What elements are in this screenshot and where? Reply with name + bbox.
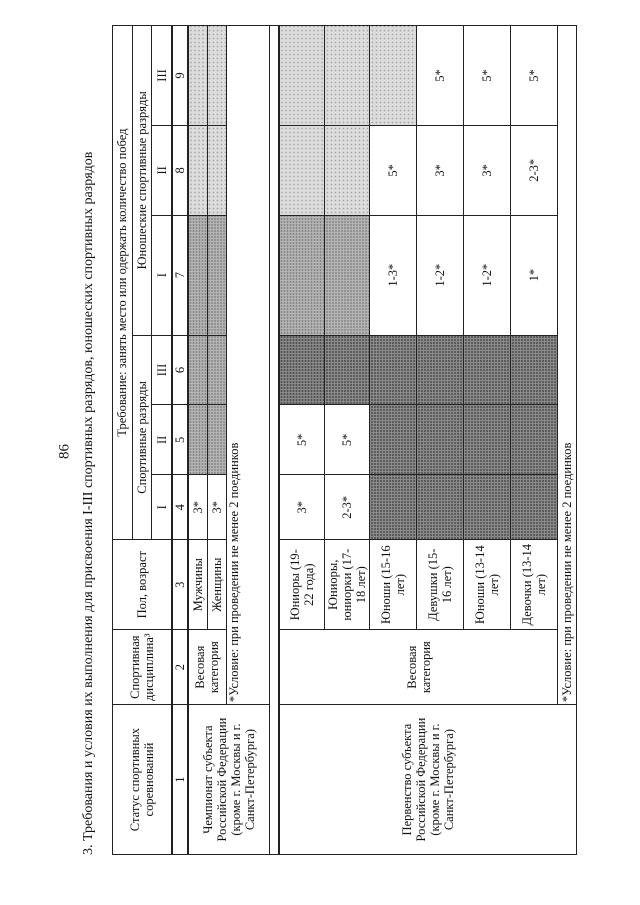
rank-ii-cell: 5* <box>279 405 325 475</box>
header-youth-i: I <box>152 215 172 335</box>
rotated-page <box>80 25 640 855</box>
shaded-cell <box>188 125 207 215</box>
shaded-cell <box>370 26 417 126</box>
championship-status: Чемпионат субъекта Российской Федерации (кроме г. Москвы и г. Санкт-Петербурга) <box>188 705 270 855</box>
shaded-cell <box>325 125 370 215</box>
column-number: 5 <box>172 405 188 475</box>
rank-i-cell: 3* <box>279 475 325 540</box>
shaded-cell <box>207 215 226 335</box>
header-rank-i: I <box>152 475 172 540</box>
championship-note: *Условие: при проведении не менее 2 поединков <box>226 26 269 705</box>
youth-ii-cell: 5* <box>370 125 417 215</box>
rank-ii-cell: 5* <box>325 405 370 475</box>
youth-i-cell: 1-2* <box>417 215 464 335</box>
group-cell: Юноши (15-16 лет) <box>370 540 417 630</box>
header-rank-iii: III <box>152 335 172 405</box>
spacer-row <box>270 26 280 855</box>
shaded-cell <box>325 26 370 126</box>
shaded-cell <box>188 405 207 475</box>
shaded-cell <box>325 215 370 335</box>
header-youth-ranks: Юношеские спортивные разряды <box>132 26 152 336</box>
ranks-table <box>112 25 577 855</box>
header-youth-iii: III <box>152 26 172 126</box>
first-place-discipline: Весовая категория <box>279 630 558 705</box>
column-number: 4 <box>172 475 188 540</box>
shaded-cell <box>188 26 207 126</box>
header-rank-ii: II <box>152 405 172 475</box>
shaded-cell <box>417 475 464 540</box>
group-cell: Женщины <box>207 540 226 630</box>
youth-ii-cell: 3* <box>464 125 511 215</box>
header-discipline: Спортивная дисциплина³ <box>113 630 173 705</box>
shaded-cell <box>207 335 226 405</box>
group-cell: Юниоры (19-22 года) <box>279 540 325 630</box>
shaded-cell <box>511 405 558 475</box>
youth-i-cell: 1-2* <box>464 215 511 335</box>
shaded-cell <box>188 215 207 335</box>
spacer <box>270 26 280 855</box>
youth-ii-cell: 3* <box>417 125 464 215</box>
group-cell: Девочки (13-14 лет) <box>511 540 558 630</box>
shaded-cell <box>464 405 511 475</box>
rank-i-cell: 3* <box>207 475 226 540</box>
column-number: 3 <box>172 540 188 630</box>
shaded-cell <box>464 475 511 540</box>
rank-i-cell: 3* <box>188 475 207 540</box>
shaded-cell <box>464 335 511 405</box>
shaded-cell <box>511 475 558 540</box>
shaded-cell <box>279 215 325 335</box>
column-number: 6 <box>172 335 188 405</box>
column-number-row <box>172 26 188 855</box>
shaded-cell <box>370 475 417 540</box>
shaded-cell <box>207 405 226 475</box>
shaded-cell <box>207 125 226 215</box>
column-number: 8 <box>172 125 188 215</box>
youth-iii-cell: 5* <box>417 26 464 126</box>
shaded-cell <box>188 335 207 405</box>
shaded-cell <box>370 405 417 475</box>
column-number: 7 <box>172 215 188 335</box>
header-sport-ranks: Спортивные разряды <box>132 335 152 540</box>
header-requirement: Требование: занять место или одержать количество побед <box>113 26 133 540</box>
column-number: 9 <box>172 26 188 126</box>
group-cell: Юноши (13-14 лет) <box>464 540 511 630</box>
header-gender-age: Пол, возраст <box>113 540 173 630</box>
group-cell: Юниоры, юниорки (17-18 лет) <box>325 540 370 630</box>
table-row <box>279 26 325 855</box>
shaded-cell <box>279 335 325 405</box>
page-number: 86 <box>56 444 73 459</box>
first-place-note: *Условие: при проведении не менее 2 поединков <box>558 26 577 705</box>
shaded-cell <box>511 335 558 405</box>
youth-iii-cell: 5* <box>464 26 511 126</box>
shaded-cell <box>325 335 370 405</box>
youth-iii-cell: 5* <box>511 26 558 126</box>
shaded-cell <box>417 335 464 405</box>
first-place-status: Первенство субъекта Российской Федерации (кроме г. Москвы и г. Санкт-Петербурга) <box>279 705 577 855</box>
rank-i-cell: 2-3* <box>325 475 370 540</box>
header-status: Статус спортивных соревнований <box>113 705 173 855</box>
youth-ii-cell: 2-3* <box>511 125 558 215</box>
shaded-cell <box>207 26 226 126</box>
shaded-cell <box>370 335 417 405</box>
shaded-cell <box>417 405 464 475</box>
shaded-cell <box>279 125 325 215</box>
column-number: 1 <box>172 705 188 855</box>
column-number: 2 <box>172 630 188 705</box>
championship-discipline: Весовая категория <box>188 630 226 705</box>
group-cell: Девушки (15-16 лет) <box>417 540 464 630</box>
section-caption: 3. Требования и условия их выполнения для присвоения I-III спортивных разрядов, юношеских спортивных разрядов <box>81 151 96 855</box>
shaded-cell <box>279 26 325 126</box>
group-cell: Мужчины <box>188 540 207 630</box>
table-row <box>188 26 207 855</box>
youth-i-cell: 1* <box>511 215 558 335</box>
header-row-1 <box>113 26 133 855</box>
header-youth-ii: II <box>152 125 172 215</box>
youth-i-cell: 1-3* <box>370 215 417 335</box>
